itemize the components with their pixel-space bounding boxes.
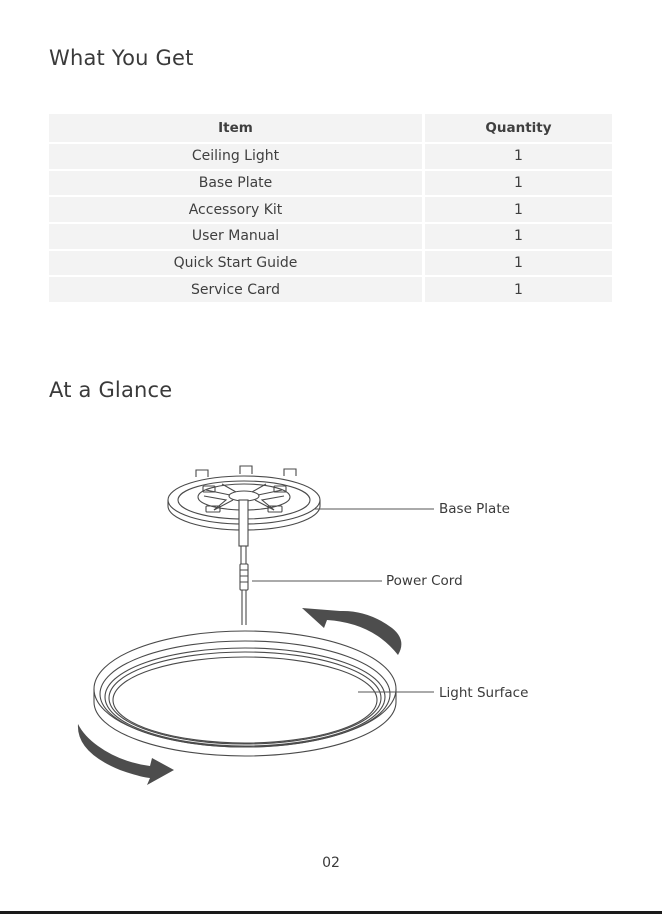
table-row bbox=[49, 197, 612, 222]
column-header-item: Item bbox=[49, 114, 425, 142]
table-row bbox=[49, 251, 612, 276]
section-title-at-a-glance: At a Glance bbox=[49, 378, 173, 402]
item-cell: User Manual bbox=[49, 224, 425, 249]
quantity-cell: 1 bbox=[425, 144, 612, 169]
light-surface-drawing bbox=[94, 631, 396, 756]
quantity-cell: 1 bbox=[425, 171, 612, 196]
item-cell: Accessory Kit bbox=[49, 197, 425, 222]
table-row bbox=[49, 224, 612, 249]
quantity-cell: 1 bbox=[425, 224, 612, 249]
power-cord-drawing bbox=[239, 500, 248, 625]
item-cell: Ceiling Light bbox=[49, 144, 425, 169]
quantity-cell: 1 bbox=[425, 277, 612, 302]
callout-light-surface: Light Surface bbox=[439, 685, 529, 701]
section-title-what-you-get: What You Get bbox=[49, 46, 194, 70]
callout-base-plate: Base Plate bbox=[439, 501, 510, 517]
table-row bbox=[49, 171, 612, 196]
quantity-cell: 1 bbox=[425, 197, 612, 222]
callout-power-cord: Power Cord bbox=[386, 573, 463, 589]
item-cell: Quick Start Guide bbox=[49, 251, 425, 276]
page-number: 02 bbox=[322, 855, 340, 871]
item-cell: Base Plate bbox=[49, 171, 425, 196]
table-row bbox=[49, 144, 612, 169]
item-cell: Service Card bbox=[49, 277, 425, 302]
package-contents-table bbox=[49, 112, 612, 304]
table-row bbox=[49, 277, 612, 302]
table-header-row bbox=[49, 114, 612, 142]
quantity-cell: 1 bbox=[425, 251, 612, 276]
column-header-quantity: Quantity bbox=[425, 114, 612, 142]
ceiling-light-diagram bbox=[0, 440, 662, 800]
